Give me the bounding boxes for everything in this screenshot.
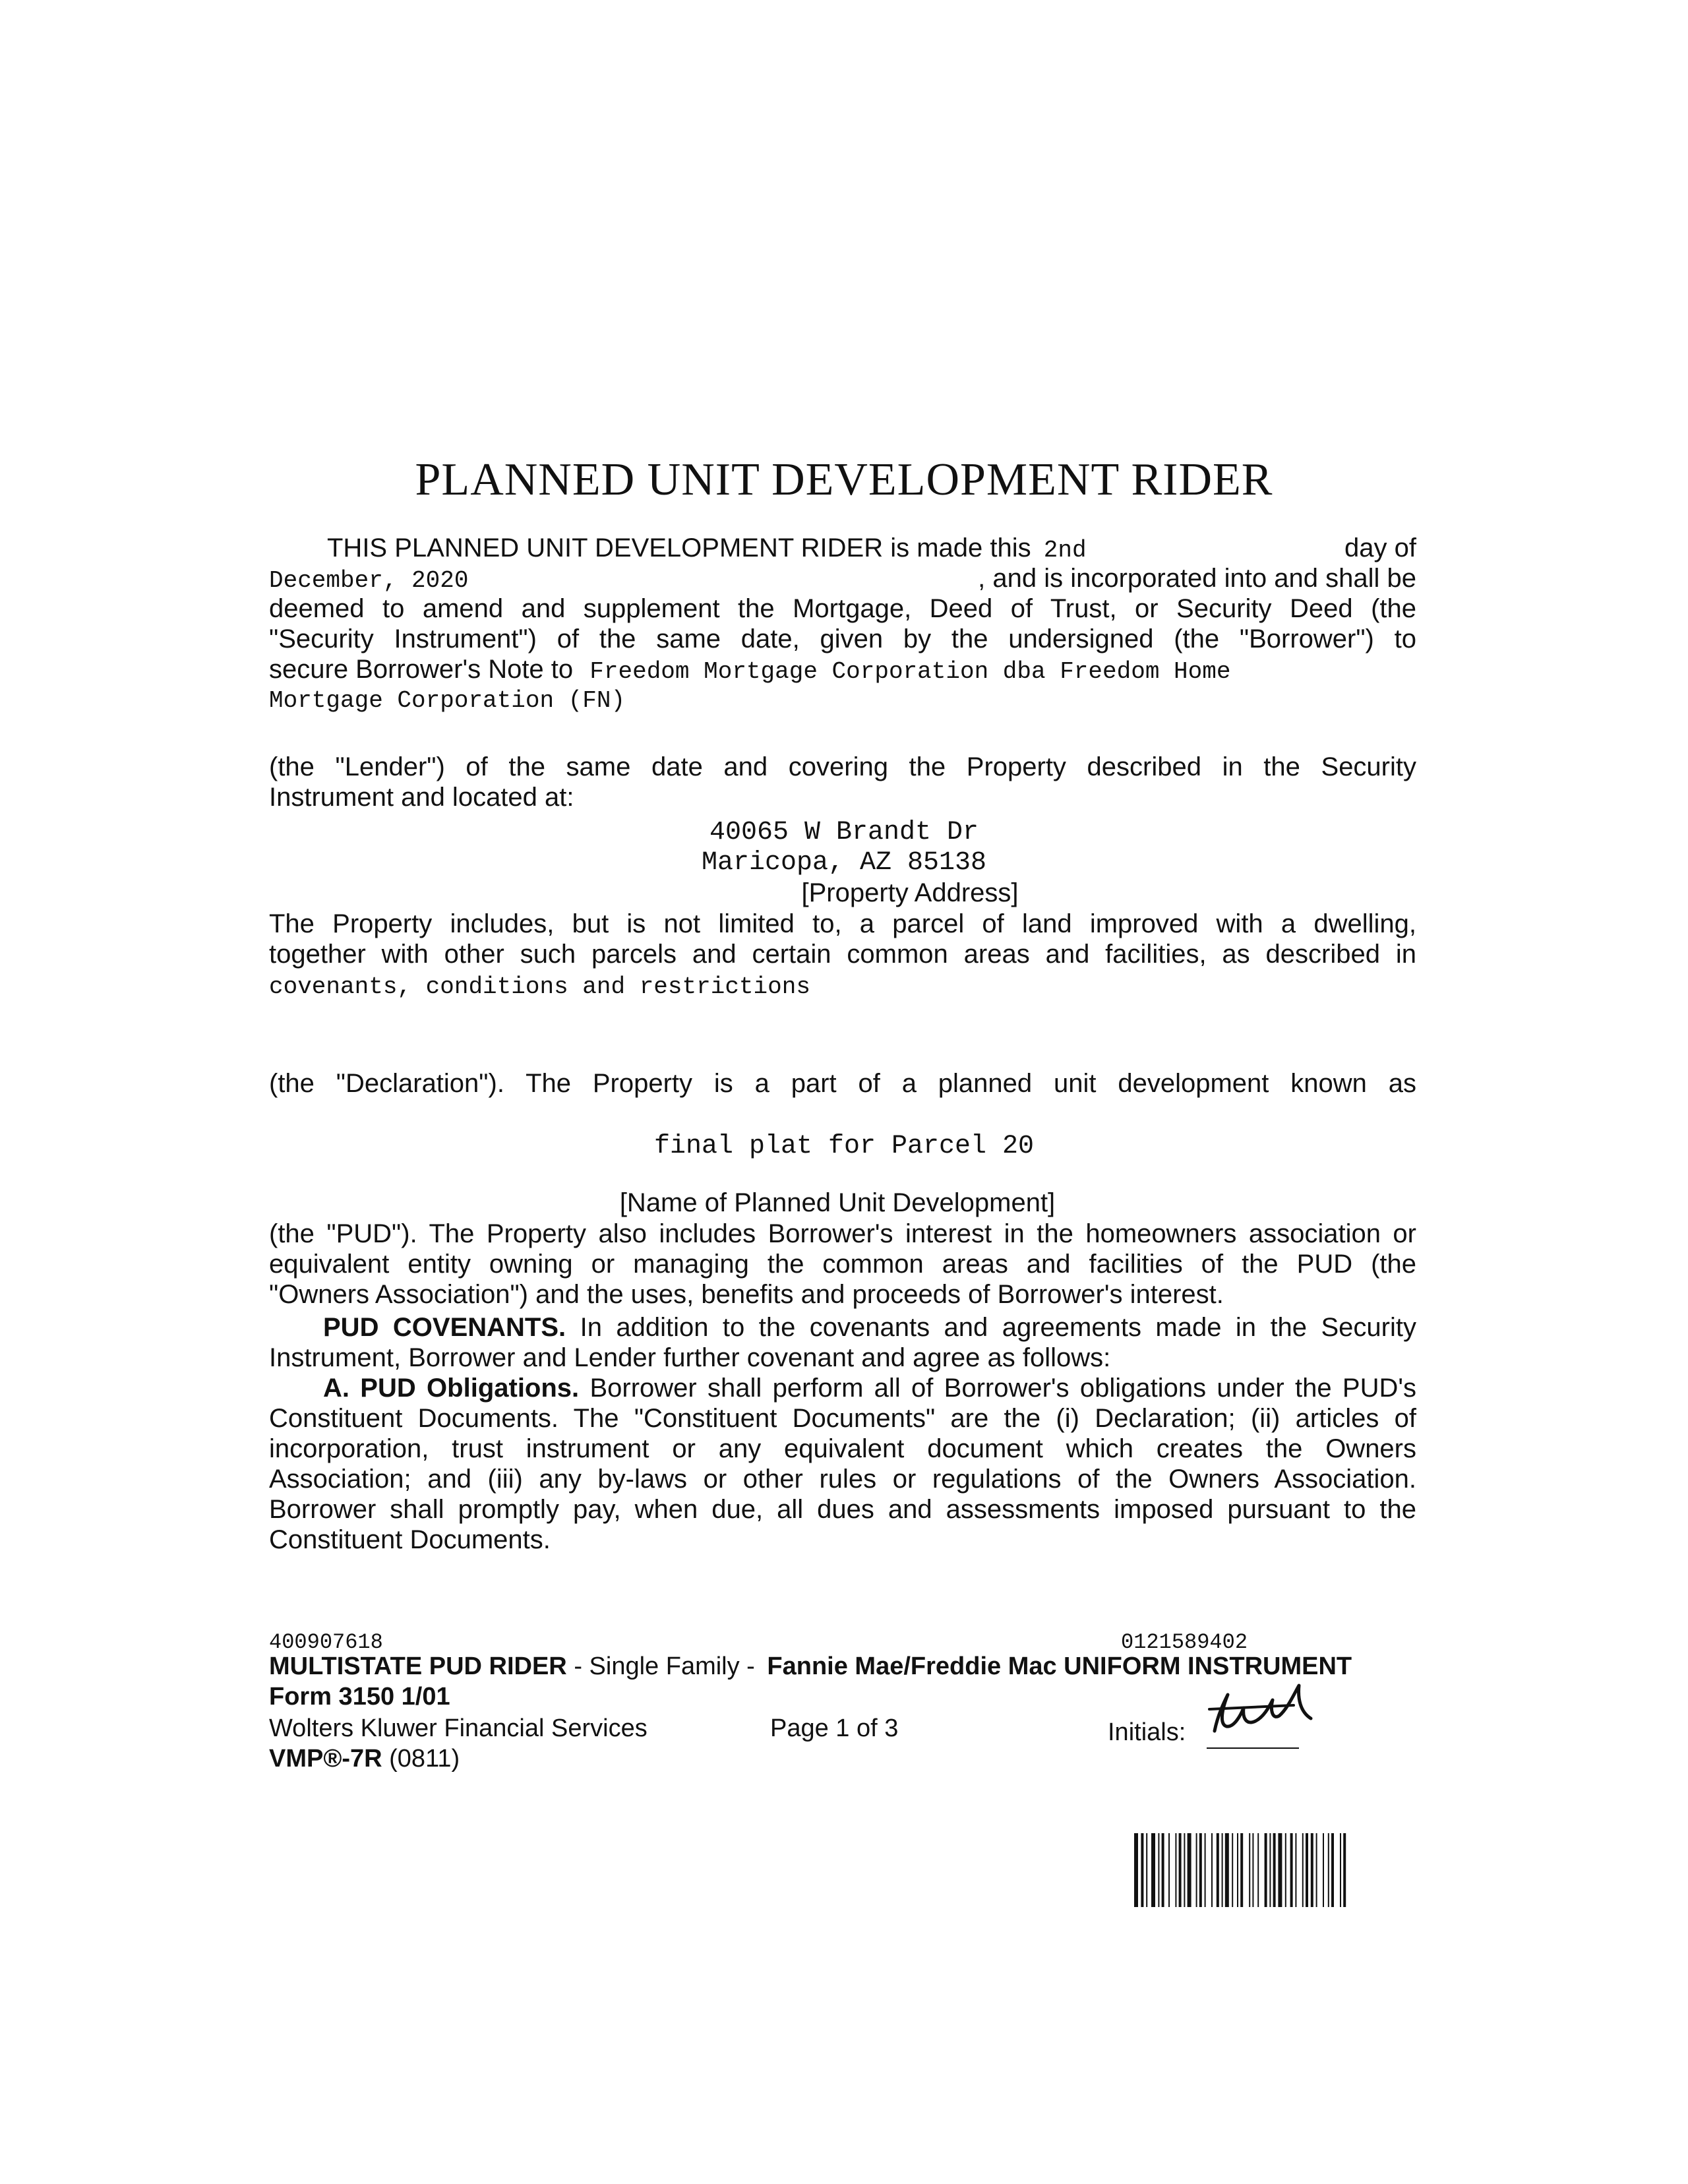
pud-line-2: equivalent entity owning or managing the common areas and facilities of the PUD (the bbox=[269, 1250, 1416, 1279]
form-title-line bbox=[269, 1653, 1352, 1681]
intro-line-5 bbox=[269, 654, 1416, 687]
covenants-text: In addition to the covenants and agreements made in the Security bbox=[580, 1313, 1416, 1342]
initials-label: Initials: bbox=[1108, 1718, 1186, 1746]
lender-line-2: Instrument and located at: bbox=[269, 783, 574, 812]
section-a-line-3: incorporation, trust instrument or any equivalent document which creates the Owners bbox=[269, 1434, 1416, 1463]
pud-line-1: (the "PUD"). The Property also includes Borrower's interest in the homeowners association or bbox=[269, 1219, 1416, 1248]
property-address-label: [Property Address] bbox=[801, 878, 1019, 907]
document-title: PLANNED UNIT DEVELOPMENT RIDER bbox=[415, 454, 1273, 505]
section-a-line-2: Constituent Documents. The "Constituent Documents" are the (i) Declaration; (ii) articles of bbox=[269, 1404, 1416, 1433]
intro-day-of: day of bbox=[1344, 533, 1416, 562]
lender-name-1: Freedom Mortgage Corporation dba Freedom Home bbox=[589, 658, 1231, 685]
form-number bbox=[269, 1683, 450, 1711]
page-indicator: Page 1 of 3 bbox=[770, 1714, 899, 1742]
form-title-bold-2: Fannie Mae/Freddie Mac UNIFORM INSTRUMENT bbox=[767, 1653, 1352, 1680]
section-a-text: Borrower shall perform all of Borrower's obligations under the PUD's bbox=[589, 1374, 1416, 1403]
intro-prefix: THIS PLANNED UNIT DEVELOPMENT RIDER is made this bbox=[327, 533, 1031, 562]
note-to-label: secure Borrower's Note to bbox=[269, 655, 574, 684]
intro-line-4: "Security Instrument") of the same date, given by the undersigned (the "Borrower") to bbox=[269, 624, 1416, 653]
form-title-mid: - Single Family - bbox=[574, 1653, 755, 1680]
section-a-line-6: Constituent Documents. bbox=[269, 1525, 551, 1554]
month-year-value: December, 2020 bbox=[269, 567, 469, 594]
pud-line-3: "Owners Association") and the uses, benefits and proceeds of Borrower's interest. bbox=[269, 1280, 1224, 1309]
form-title-bold: MULTISTATE PUD RIDER bbox=[269, 1653, 567, 1680]
doc-number: 0121589402 bbox=[1121, 1630, 1248, 1654]
initials-line bbox=[1207, 1747, 1299, 1749]
declaration-line: (the "Declaration"). The Property is a part of a planned unit development known as bbox=[269, 1069, 1416, 1098]
lender-line-1: (the "Lender") of the same date and covering the Property described in the Security bbox=[269, 752, 1416, 781]
day-value: 2nd bbox=[1043, 537, 1087, 564]
property-line-2: together with other such parcels and certain common areas and facilities, as described in bbox=[269, 940, 1416, 969]
section-a-line-5: Borrower shall promptly pay, when due, all dues and assessments imposed pursuant to the bbox=[269, 1495, 1416, 1524]
form-number-text: Form 3150 1/01 bbox=[269, 1683, 450, 1711]
lender-name-2: Mortgage Corporation (FN) bbox=[269, 687, 626, 714]
intro-incorporated: , and is incorporated into and shall be bbox=[978, 564, 1416, 593]
publisher: Wolters Kluwer Financial Services bbox=[269, 1714, 648, 1742]
covenants-heading: PUD COVENANTS. bbox=[323, 1313, 566, 1342]
loan-number: 400907618 bbox=[269, 1630, 383, 1654]
handwritten-initials bbox=[1195, 1668, 1327, 1741]
property-street: 40065 W Brandt Dr bbox=[709, 818, 979, 847]
section-a-heading: A. PUD Obligations. bbox=[323, 1374, 580, 1403]
section-a-line-1 bbox=[323, 1373, 1416, 1403]
property-line-1: The Property includes, but is not limited to, a parcel of land improved with a dwelling, bbox=[269, 909, 1416, 938]
covenants-line-2: Instrument, Borrower and Lender further covenant and agree as follows: bbox=[269, 1343, 1111, 1372]
intro-line-3: deemed to amend and supplement the Mortgage, Deed of Trust, or Security Deed (the bbox=[269, 594, 1416, 623]
section-a-line-4: Association; and (iii) any by-laws or other rules or regulations of the Owners Association. bbox=[269, 1465, 1416, 1494]
barcode-image bbox=[1133, 1833, 1410, 1907]
vmp-code bbox=[269, 1745, 460, 1773]
covenants-line-1 bbox=[323, 1312, 1416, 1343]
intro-line-2 bbox=[269, 563, 1416, 596]
intro-line-1 bbox=[327, 533, 1416, 566]
declaration-type: covenants, conditions and restrictions bbox=[269, 973, 810, 1000]
vmp-version: (0811) bbox=[389, 1745, 460, 1773]
property-city: Maricopa, AZ 85138 bbox=[701, 848, 987, 878]
pud-name: final plat for Parcel 20 bbox=[653, 1132, 1035, 1161]
vmp-bold: VMP®-7R bbox=[269, 1745, 382, 1773]
pud-name-label: [Name of Planned Unit Development] bbox=[619, 1188, 1056, 1217]
